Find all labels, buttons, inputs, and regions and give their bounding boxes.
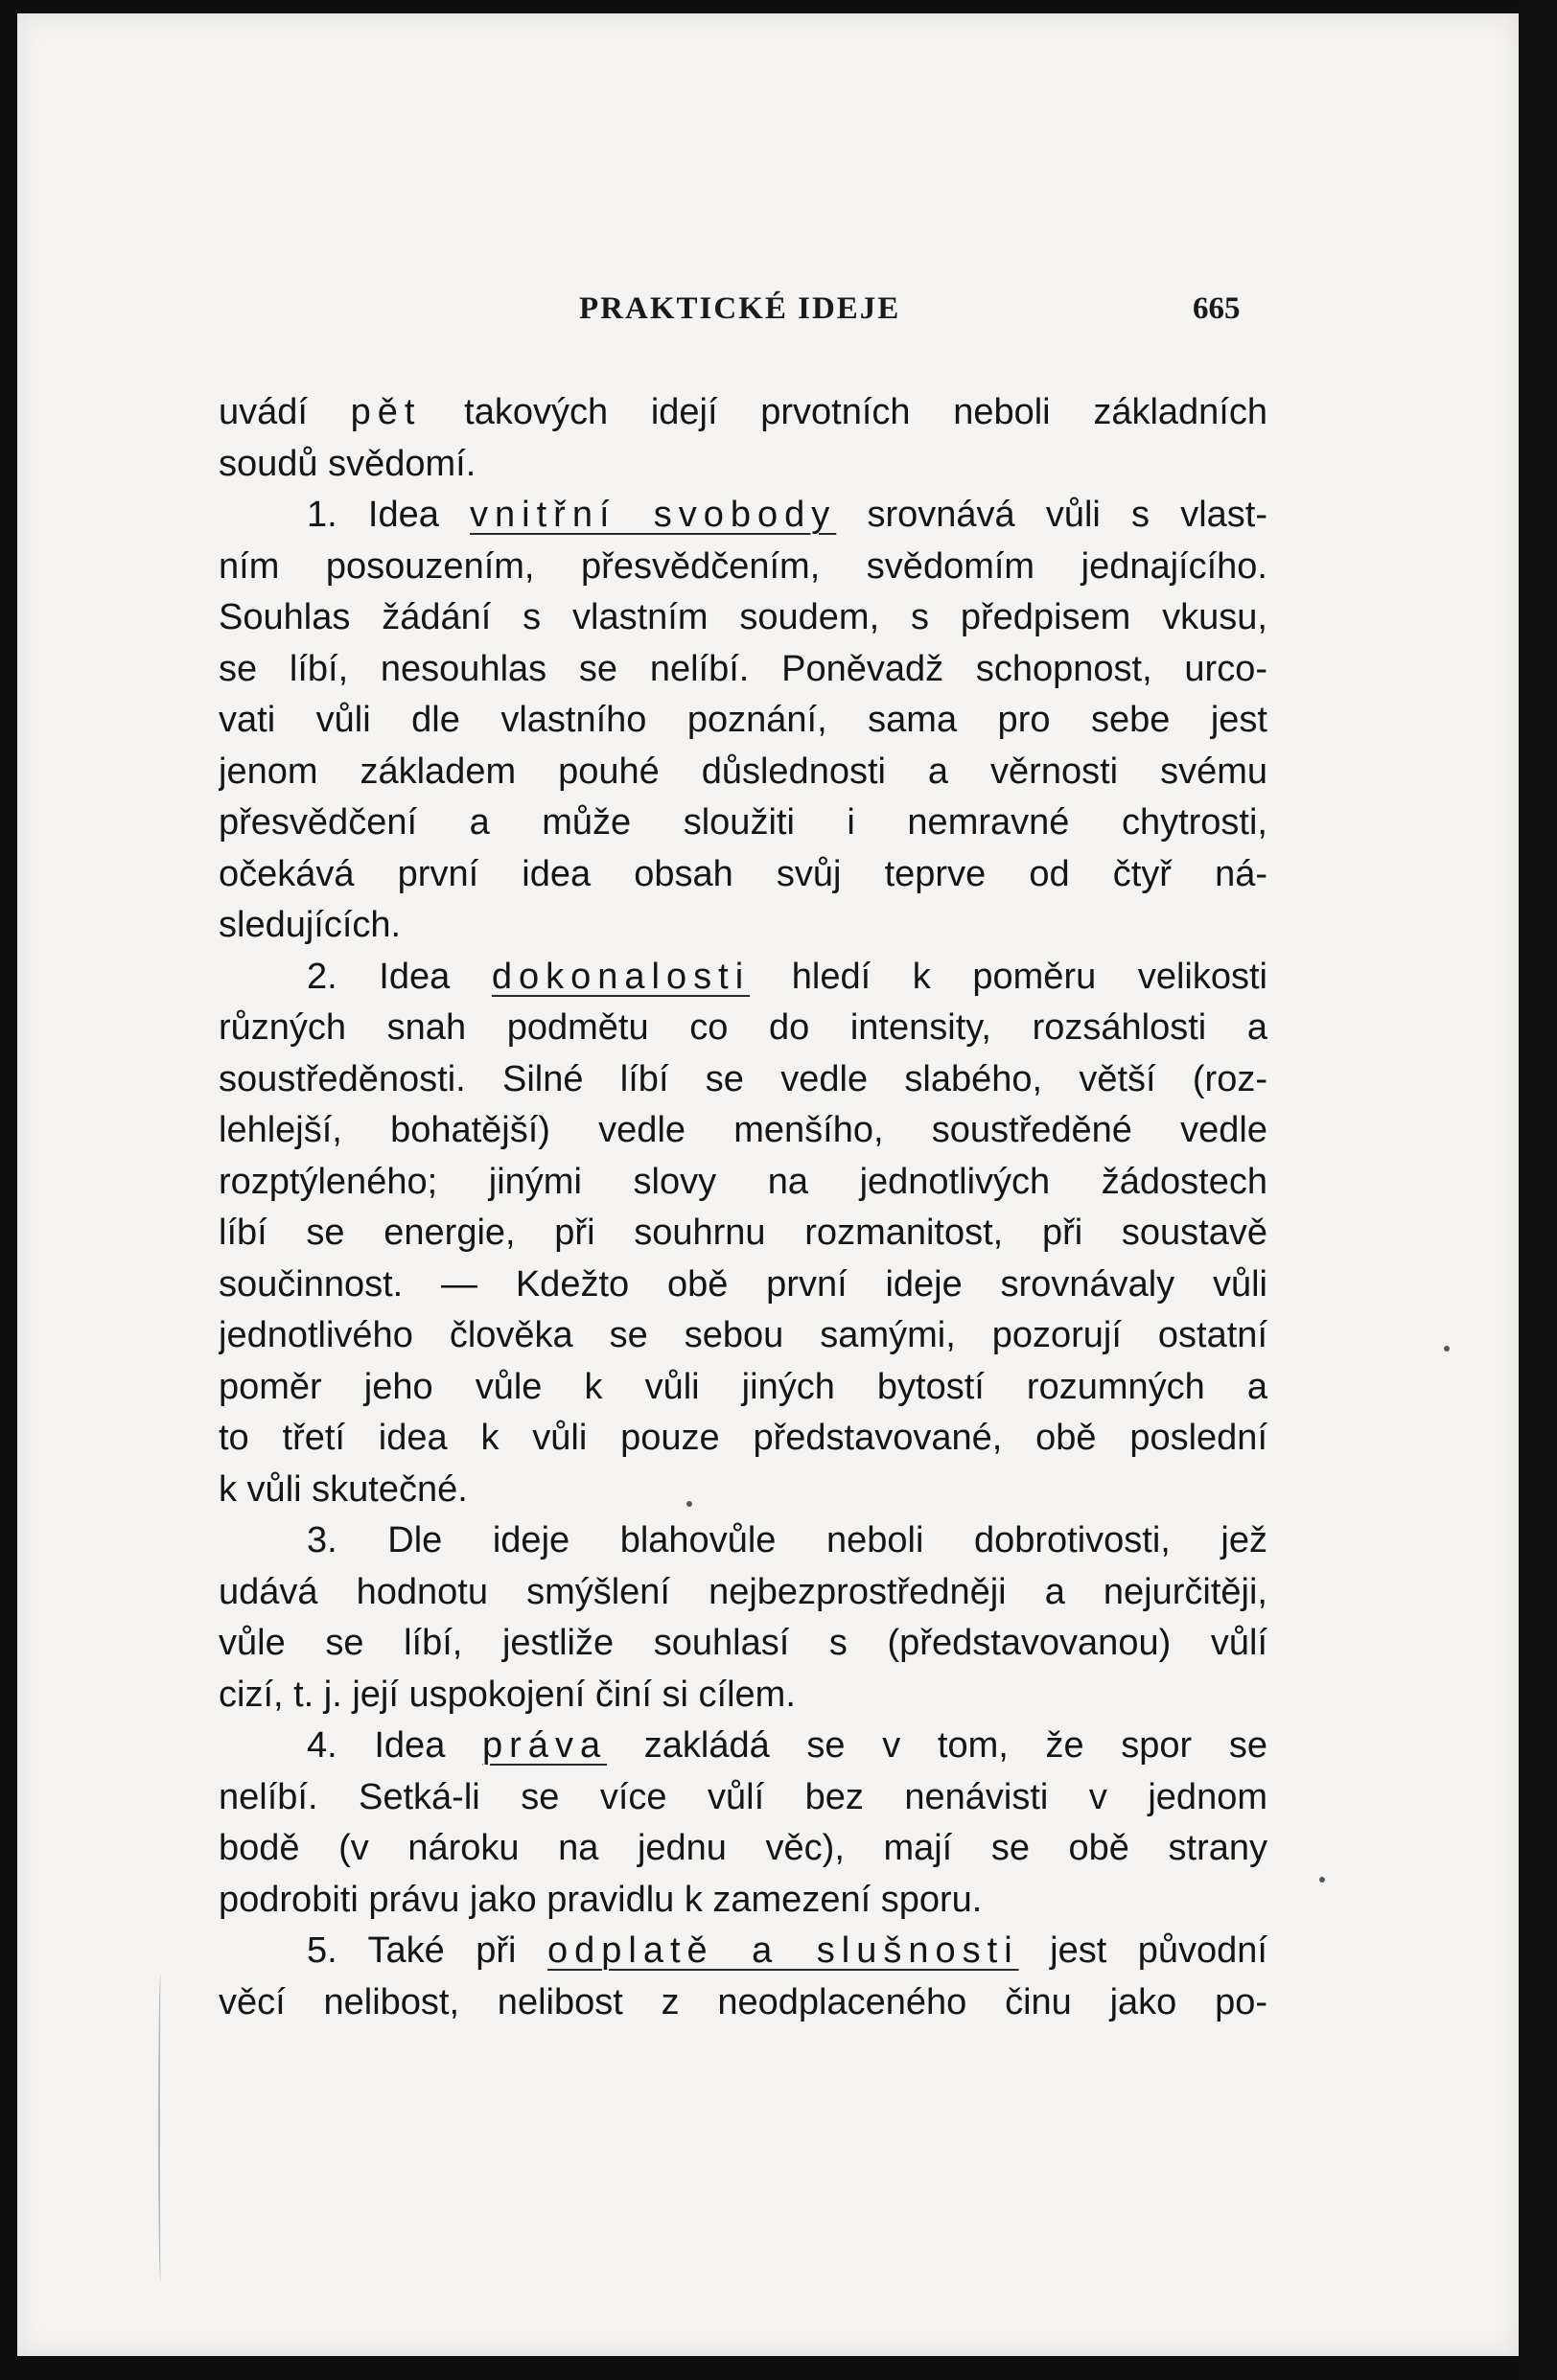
page-header [0,291,1557,330]
text-line-2: soudů svědomí. [219,443,476,484]
text-line-10: očekává první idea obsah svůj teprve od čtyř ná- [219,853,1267,894]
text-line-16: rozptýleného; jinými slovy na jednotlivých žádostech [219,1161,1267,1202]
text-line-9: přesvědčení a může sloužiti i nemravné chytrosti, [219,802,1267,843]
spaced-emphasis: práva [482,1725,608,1766]
text-line-28: nelíbí. Setká-li se více vůlí bez nenávisti v jednom [219,1776,1267,1817]
text-line-23: 3. Dle ideje blahovůle neboli dobrotivosti, jež [307,1520,1267,1560]
text-line-27: 4. Idea práva zakládá se v tom, že spor se [307,1725,1267,1766]
spaced-emphasis: vnitřní svobody [470,495,837,535]
text-line-20: poměr jeho vůle k vůli jiných bytostí rozumných a [219,1366,1267,1407]
text-line-31: 5. Také při odplatě a slušnosti jest původní [307,1930,1267,1971]
text-line-24: udává hodnotu smýšlení nejbezprostředněji a nejurčitěji, [219,1571,1267,1612]
margin-speck [1444,1346,1450,1352]
text-line-17: líbí se energie, při souhrnu rozmanitost, při soustavě [219,1213,1267,1253]
spaced-emphasis: dokonalosti [491,956,751,997]
text-line-19: jednotlivého člověka se sebou samými, pozorují ostatní [219,1315,1267,1355]
page-edge-shadow [1519,0,1557,2380]
margin-pencil-mark [158,1975,163,2281]
text-line-26: cizí, t. j. její uspokojení činí si cílem. [219,1674,796,1715]
running-title: PRAKTICKÉ IDEJE [579,291,901,326]
text-line-7: vati vůli dle vlastního poznání, sama pro sebe jest [219,700,1267,740]
text-line-18: součinnost. — Kdežto obě první ideje srovnávaly vůli [219,1263,1267,1305]
text-line-3: 1. Idea vnitřní svobody srovnává vůli s vlast- [307,495,1267,535]
text-line-4: ním posouzením, přesvědčením, svědomím jednajícího. [219,545,1267,587]
text-line-29: bodě (v nároku na jednu věc), mají se obě strany [219,1828,1267,1868]
text-line-5: Souhlas žádání s vlastním soudem, s předpisem vkusu, [219,597,1267,637]
text-line-8: jenom základem pouhé důslednosti a věrnosti svému [219,751,1267,792]
text-line-15: lehlejší, bohatější) vedle menšího, soustředěné vedle [219,1110,1267,1150]
text-line-1: uvádí pět takových idejí prvotních neboli základních [219,392,1267,432]
spaced-emphasis: pět [350,392,422,432]
text-line-22: k vůli skutečné. [219,1468,468,1510]
text-line-25: vůle se líbí, jestliže souhlasí s (představovanou) vůlí [219,1623,1267,1663]
text-line-32: věcí nelibost, nelibost z neodplaceného činu jako po- [219,1981,1267,2022]
spaced-emphasis: odplatě a slušnosti [547,1930,1019,1971]
text-line-11: sledujících. [219,905,402,945]
text-line-30: podrobiti právu jako pravidlu k zamezení sporu. [219,1879,983,1920]
text-line-21: to třetí idea k vůli pouze představované, obě poslední [219,1418,1267,1458]
page-number: 665 [1193,291,1241,326]
text-line-13: různých snah podmětu co do intensity, rozsáhlosti a [219,1007,1267,1048]
margin-speck [1319,1877,1325,1883]
text-line-6: se líbí, nesouhlas se nelíbí. Poněvadž schopnost, urco- [219,648,1267,689]
body-text [219,387,1267,2028]
text-line-12: 2. Idea dokonalosti hledí k poměru velikosti [307,956,1267,997]
text-line-14: soustředěnosti. Silné líbí se vedle slabého, větší (roz- [219,1058,1267,1099]
